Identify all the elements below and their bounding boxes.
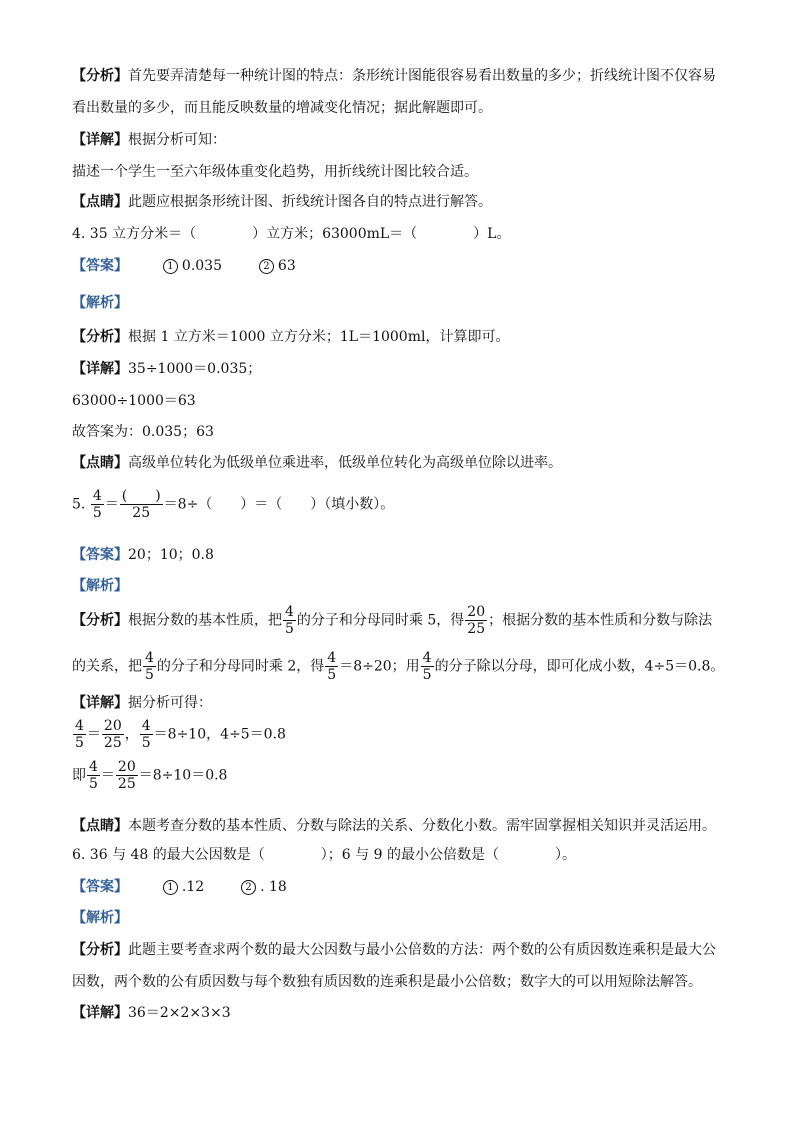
detail-4-line-3: 故答案为：0.035；63: [72, 424, 214, 440]
question-5: 5. $\frac{4}{5}$ ＝ $\frac{( )}{25}$ ＝8÷（ ）＝（ ）（填小数）。: [72, 488, 395, 521]
solution-label-4: 【解析】: [72, 295, 128, 311]
detail-text-2: 描述一个学生一至六年级体重变化趋势，用折线统计图比较合适。: [72, 164, 478, 180]
answer-5-value: 20；10；0.8: [128, 547, 214, 563]
detail-label: 【详解】: [72, 695, 128, 711]
circled-number-1: 1: [163, 259, 178, 274]
comment-label: 【点睛】: [72, 194, 128, 210]
analysis-label: 【分析】: [72, 329, 128, 345]
comment-text: 此题应根据条形统计图、折线统计图各自的特点进行解答。: [128, 194, 492, 210]
comment-text: 本题考查分数的基本性质、分数与除法的关系、分数化小数。需牢固掌握相关知识并灵活运用。: [128, 818, 716, 834]
answer-4-line: [72, 256, 296, 276]
fraction-blank-25: $\frac{( )}{25}$: [121, 488, 161, 521]
analysis-label: 【分析】: [72, 612, 128, 629]
circled-number-2: 2: [259, 259, 274, 274]
solution-label-5: 【解析】: [72, 578, 128, 594]
analysis-label: 【分析】: [72, 942, 128, 958]
detail-4-line-2: 63000÷1000＝63: [72, 393, 196, 409]
analysis-text: 此题主要考查求两个数的最大公因数与最小公倍数的方法：两个数的公有质因数连乘积是最大公: [128, 942, 716, 958]
detail-text: 35÷1000＝0.035；: [128, 361, 262, 377]
detail-label: 【详解】: [72, 361, 128, 377]
detail-label: 【详解】: [72, 1005, 128, 1021]
answer-6-line: [72, 877, 287, 897]
detail-5-eq-2: 即 $\frac{4}{5}$ ＝ $\frac{20}{25}$ ＝8÷10＝0.8: [72, 759, 228, 792]
comment-label: 【点睛】: [72, 818, 128, 834]
answer-4-value-2: 63: [277, 258, 296, 274]
analysis-label: 【分析】: [72, 68, 128, 84]
answer-label: 【答案】: [72, 879, 128, 895]
comment-text: 高级单位转化为低级单位乘进率，低级单位转化为高级单位除以进率。: [128, 455, 562, 471]
answer-5-line: [72, 545, 214, 565]
analysis-4: [72, 327, 509, 347]
analysis-5: 【分析】根据分数的基本性质，把 $\frac{4}{5}$ 的分子和分母同时乘 5，得 $\frac{20}{25}$ ；根据分数的基本性质和分数与除法: [72, 604, 713, 637]
comment-4: [72, 453, 562, 473]
detail-text: 根据分析可知：: [128, 132, 226, 148]
analysis-text: 根据 1 立方米＝1000 立方分米；1L＝1000ml，计算即可。: [128, 329, 510, 345]
comment-label: 【点睛】: [72, 455, 128, 471]
comment-line: [72, 192, 492, 212]
detail-label: 【详解】: [72, 132, 128, 148]
analysis-6: [72, 940, 716, 960]
detail-text: 据分析可得：: [128, 695, 212, 711]
circled-number-2: 2: [241, 880, 256, 895]
detail-6: [72, 1003, 231, 1023]
answer-label: 【答案】: [72, 258, 128, 274]
answer-label: 【答案】: [72, 547, 128, 563]
detail-5-eq-1: $\frac{4}{5}$ ＝ $\frac{20}{25}$ ， $\frac{4}{5}$ ＝8÷10，4÷5＝0.8: [75, 718, 286, 751]
detail-text: 36＝2×2×3×3: [128, 1005, 231, 1021]
question-number: 5.: [72, 496, 86, 513]
analysis-text: 首先要弄清楚每一种统计图的特点：条形统计图能很容易看出数量的多少；折线统计图不仅容易: [128, 68, 716, 84]
detail-5: [72, 693, 212, 713]
question-6: 6. 36 与 48 的最大公因数是（ ）；6 与 9 的最小公倍数是（ ）。: [72, 847, 576, 863]
question-4: 4. 35 立方分米＝（ ）立方米；63000mL＝（ ）L。: [72, 226, 511, 242]
answer-4-value-1: 0.035: [181, 258, 222, 274]
analysis-paragraph: [72, 66, 724, 86]
detail-4: [72, 359, 261, 379]
answer-6-value-1: .12: [181, 879, 205, 895]
answer-6-value-2: . 18: [260, 879, 287, 895]
fraction-4-5: $\frac{4}{5}$: [92, 488, 102, 521]
comment-5: [72, 816, 716, 836]
solution-label-6: 【解析】: [72, 910, 128, 926]
analysis-5-cont: 的关系，把 $\frac{4}{5}$ 的分子和分母同时乘 2，得 $\frac{4}{5}$ ＝8÷20；用 $\frac{4}{5}$ 的分子除以分母，即可化成小数，4÷5＝0.8。: [72, 650, 725, 683]
analysis-6-cont: 因数，两个数的公有质因数与每个数独有质因数的连乘积是最小公倍数；数字大的可以用短除法解答。: [72, 974, 702, 990]
detail-line: [72, 130, 226, 150]
analysis-text-cont: 看出数量的多少，而且能反映数量的增减变化情况；据此解题即可。: [72, 100, 492, 116]
circled-number-1: 1: [163, 880, 178, 895]
